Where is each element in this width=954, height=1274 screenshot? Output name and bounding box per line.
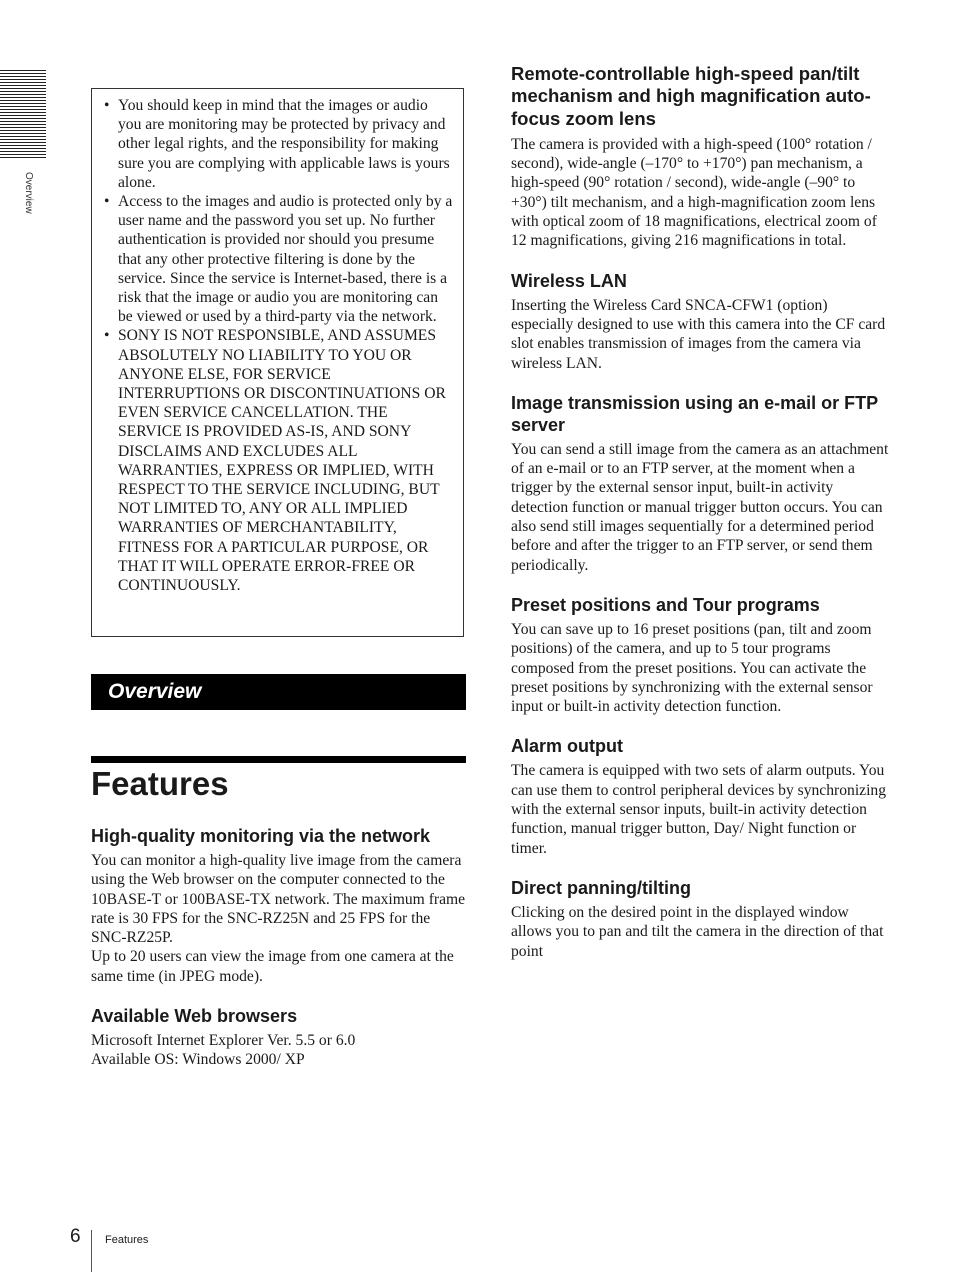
section-title: Direct panning/tilting: [511, 877, 691, 898]
footer-section-label: Features: [105, 1234, 149, 1246]
section-body: You can monitor a high-quality live image from the camera using the Web browser on the computer connected to the 10BASE-T or 100BASE-TX network. The maximum frame rate is 30 FPS for the SNC-RZ25N and 25 FPS for the SNC-RZ25P. Up to 20 users can view the image from one camera at the same time (in JPEG mode).: [91, 852, 466, 985]
section-image-transmission: [511, 392, 889, 575]
section-body: Inserting the Wireless Card SNCA-CFW1 (option) especially designed to use with this camera into the CF card slot enables transmission of images from the camera via wireless LAN.: [511, 296, 886, 372]
section-title: High-quality monitoring via the network: [91, 826, 431, 846]
section-body: You can send a still image from the camera as an attachment of an e-mail or to an FTP server, at the moment when a trigger by the external sensor input, built-in activity detection function or manual trigger button occurs. You can also send still images sequentially for a determined period before and after the trigger to an FTP server, or send them periodically.: [511, 440, 889, 574]
section-tab-label: Overview: [23, 172, 34, 214]
section-title: Remote-controllable high-speed pan/tilt mechanism and high magnification auto-focus zoom lens: [511, 63, 871, 129]
notice-item-access: • Access to the images and audio is protected only by a user name and the password you set up. No further authentication is provided nor should you presume that any other protective filtering is done by the service. Since the service is Internet-based, there is a risk that the image or audio you are monitoring can be viewed or used by a third-party via the network.: [104, 192, 453, 326]
notice-box: [91, 88, 464, 637]
section-available-web-browsers: [91, 1005, 469, 1070]
section-body: The camera is equipped with two sets of alarm outputs. You can use them to control peripheral devices by synchronizing with the external sensor inputs, built-in activity detection function, manual trigger button, Day/ Night function or timer.: [511, 762, 886, 857]
section-title: Preset positions and Tour programs: [511, 594, 820, 615]
section-body: The camera is provided with a high-speed (100° rotation / second), wide-angle (–170° to +170°) pan mechanism, a high-speed (90° rotation / second), wide-angle (–90° to +30°) tilt mechanism, and a high-magnification zoom lens with optical zoom of 18 magnifications, electrical zoom of 12 magnifications, giving 216 magnifications in total.: [511, 135, 877, 250]
section-body: Clicking on the desired point in the displayed window allows you to pan and tilt the camera in the direction of that point: [511, 903, 884, 960]
section-title: Alarm output: [511, 736, 623, 757]
section-tab-marker: [0, 70, 46, 158]
section-preset-positions: [511, 594, 889, 716]
right-column: [511, 63, 889, 980]
footer-divider: [91, 1230, 92, 1272]
section-title: Wireless LAN: [511, 270, 627, 291]
section-title: Image transmission using an e-mail or FTP server: [511, 392, 878, 435]
notice-item-liability: • SONY IS NOT RESPONSIBLE, AND ASSUMES ABSOLUTELY NO LIABILITY TO YOU OR ANYONE ELSE, FOR SERVICE INTERRUPTIONS OR DISCONTINUATIONS OR EVEN SERVICE CANCELLATION. THE SERVICE IS PROVIDED AS-IS, AND SONY DISCLAIMS AND EXCLUDES ALL WARRANTIES, EXPRESS OR IMPLIED, WITH RESPECT TO THE SERVICE INCLUDING, BUT NOT LIMITED TO, ANY OR ALL IMPLIED WARRANTIES OF MERCHANTABILITY, FITNESS FOR A PARTICULAR PURPOSE, OR THAT IT WILL OPERATE ERROR-FREE OR CONTINUOUSLY.: [104, 326, 453, 595]
notice-item-privacy: • You should keep in mind that the images or audio you are monitoring may be protected by privacy and other legal rights, and the responsibility for making sure you are complying with applicable laws is yours alone.: [104, 96, 453, 192]
section-title: Available Web browsers: [91, 1006, 298, 1027]
section-pan-tilt-zoom: [511, 63, 889, 251]
page-number: 6: [70, 1226, 81, 1247]
notice-list: [92, 89, 463, 595]
section-direct-panning: [511, 877, 889, 961]
page-title: Features: [91, 765, 229, 802]
section-alarm-output: [511, 735, 889, 857]
section-high-quality-monitoring: [91, 825, 469, 986]
left-column: [91, 825, 469, 1089]
section-wireless-lan: [511, 270, 889, 373]
overview-banner: Overview: [91, 674, 466, 710]
section-body: You can save up to 16 preset positions (pan, tilt and zoom positions) of the camera, and up to 5 tour programs composed from the preset positions. You can activate the preset positions by synchronizing with the external sensor input or built-in activity detection function.: [511, 620, 873, 716]
section-body: Microsoft Internet Explorer Ver. 5.5 or 6.0 Available OS: Windows 2000/ XP: [91, 1032, 356, 1069]
